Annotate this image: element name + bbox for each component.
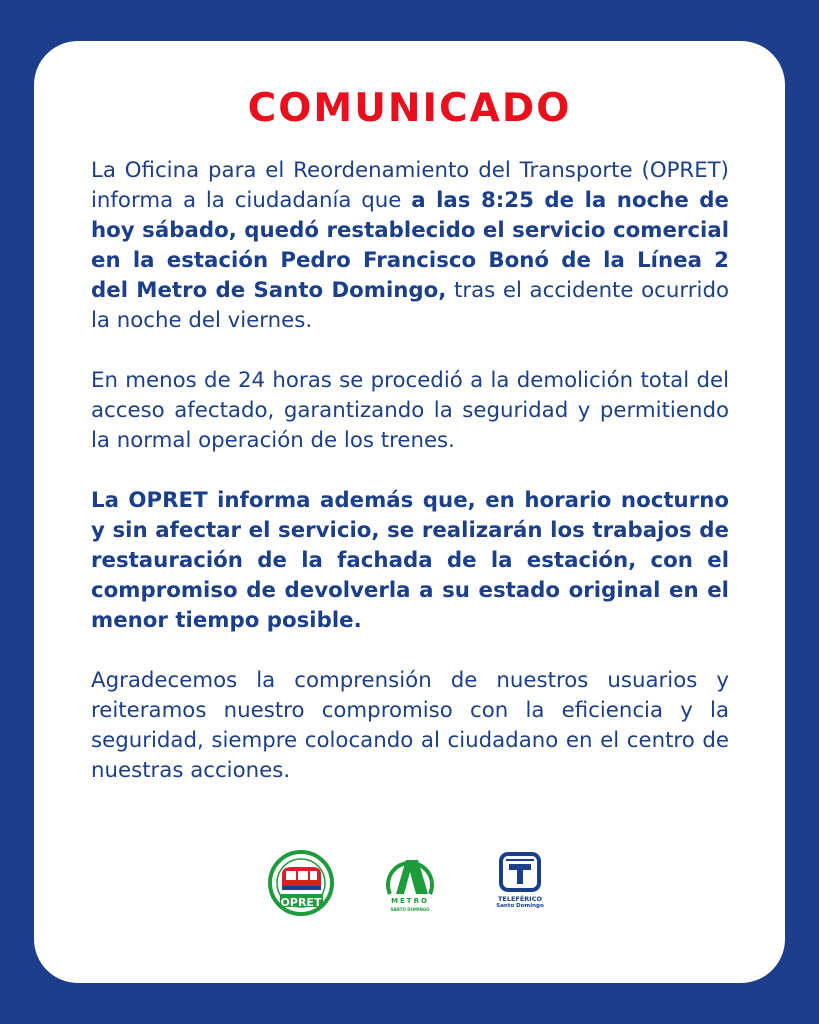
opret-logo	[268, 850, 334, 916]
paragraph-3-text: La OPRET informa además que, en horario nocturno y sin afectar el servicio, se realizarán los trabajos de restauración de la fachada de la estación, con el compromiso de devolverla a su estado original en el menor tiempo posible.	[91, 488, 729, 633]
paragraph-2: En menos de 24 horas se procedió a la demolición total del acceso afectado, garantizando la seguridad y permitiendo la normal operación de los trenes.	[91, 368, 729, 453]
page-title: COMUNICADO	[247, 86, 572, 131]
teleferico-logo-text: TELEFÉRICO	[497, 895, 543, 903]
paragraph-1-end: tras el accidente ocurrido la noche del viernes.	[91, 278, 729, 333]
metro-logo	[384, 850, 436, 918]
logos-row	[0, 850, 819, 920]
opret-logo-text: OPRET	[280, 896, 322, 909]
paragraph-3	[91, 486, 729, 636]
paragraph-1-highlight: a las 8:25 de la noche de hoy sábado, quedó restablecido el servicio comercial en la estación Pedro Francisco Bonó de la Línea 2 del Metro de Santo Domingo,	[91, 188, 729, 303]
teleferico-t-icon	[493, 850, 547, 894]
teleferico-logo	[493, 850, 547, 916]
paragraph-1	[91, 156, 729, 336]
announcement-body	[91, 156, 729, 816]
metro-m-icon	[384, 850, 436, 898]
teleferico-logo-subtext: Santo Domingo	[496, 903, 544, 909]
paragraph-1-intro: La Oficina para el Reordenamiento del Transporte (OPRET) informa a la ciudadanía que	[91, 158, 729, 213]
metro-logo-subtext: SANTO DOMINGO	[390, 907, 430, 912]
metro-logo-text: METRO	[391, 897, 429, 905]
paragraph-4: Agradecemos la comprensión de nuestros usuarios y reiteramos nuestro compromiso con la eficiencia y la seguridad, siempre colocando al ciudadano en el centro de nuestras acciones.	[91, 668, 729, 783]
